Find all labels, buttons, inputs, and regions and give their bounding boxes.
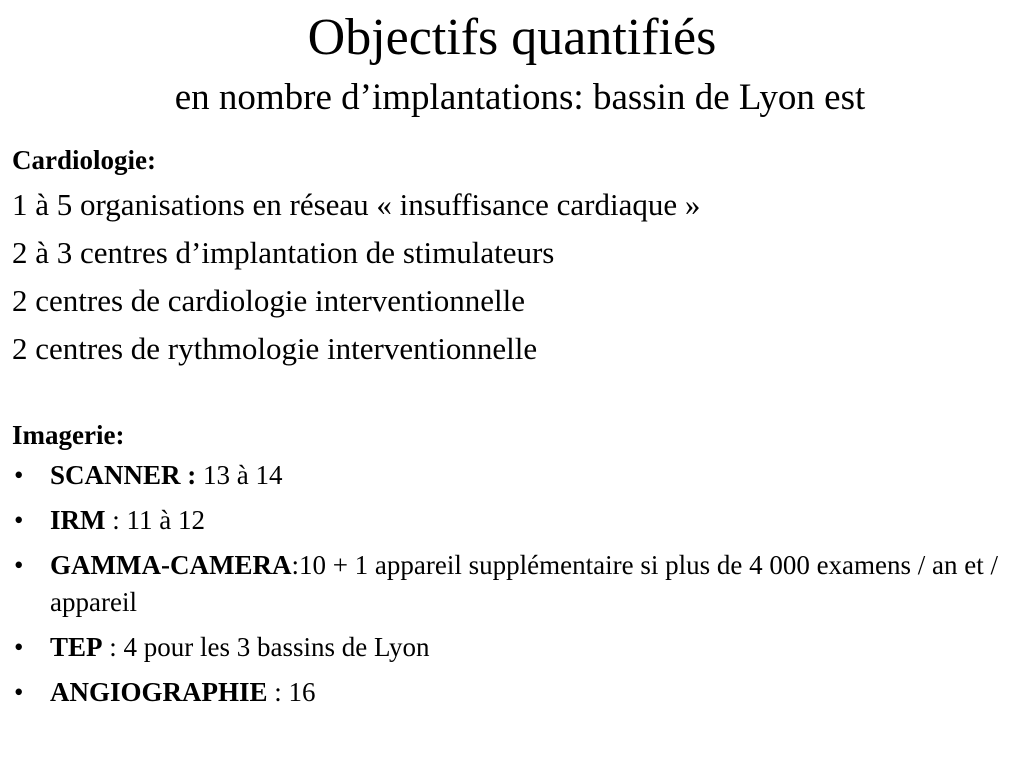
bullet-icon: • <box>14 632 24 662</box>
bullet-icon: • <box>14 550 24 580</box>
imagerie-heading: Imagerie: <box>12 420 125 450</box>
item-text: : 16 <box>267 677 316 707</box>
cardiologie-line: 2 centres de cardiologie interventionnelle <box>12 283 526 318</box>
cardiologie-line: 1 à 5 organisations en réseau « insuffisance cardiaque » <box>12 187 701 222</box>
cardiologie-list <box>12 181 700 373</box>
item-label: IRM <box>50 505 106 535</box>
imagerie-list <box>0 457 1024 719</box>
cardiologie-heading: Cardiologie: <box>12 145 156 175</box>
imagerie-item-irm <box>0 502 1024 539</box>
imagerie-item-gamma-camera <box>0 547 1024 621</box>
slide-title: Objectifs quantifiés <box>307 9 717 66</box>
cardiologie-line: 2 centres de rythmologie interventionnelle <box>12 331 538 366</box>
bullet-icon: • <box>14 460 24 490</box>
imagerie-item-angiographie <box>0 674 1024 711</box>
cardiologie-line: 2 à 3 centres d’implantation de stimulateurs <box>12 235 555 270</box>
bullet-icon: • <box>14 505 24 535</box>
item-label: TEP <box>50 632 103 662</box>
item-text: : 11 à 12 <box>105 505 205 535</box>
item-label: SCANNER : <box>50 460 204 490</box>
slide-subtitle: en nombre d’implantations: bassin de Lyon est <box>174 77 866 118</box>
item-text: 13 à 14 <box>203 460 283 490</box>
imagerie-item-scanner <box>0 457 1024 494</box>
item-text: : 4 pour les 3 bassins de Lyon <box>102 632 430 662</box>
item-label: GAMMA-CAMERA <box>50 550 292 580</box>
item-text: :10 + 1 appareil supplémentaire si plus de 4 000 examens / an et / appareil <box>50 550 999 617</box>
bullet-icon: • <box>14 677 24 707</box>
item-label: ANGIOGRAPHIE <box>50 677 268 707</box>
imagerie-item-tep <box>0 629 1024 666</box>
